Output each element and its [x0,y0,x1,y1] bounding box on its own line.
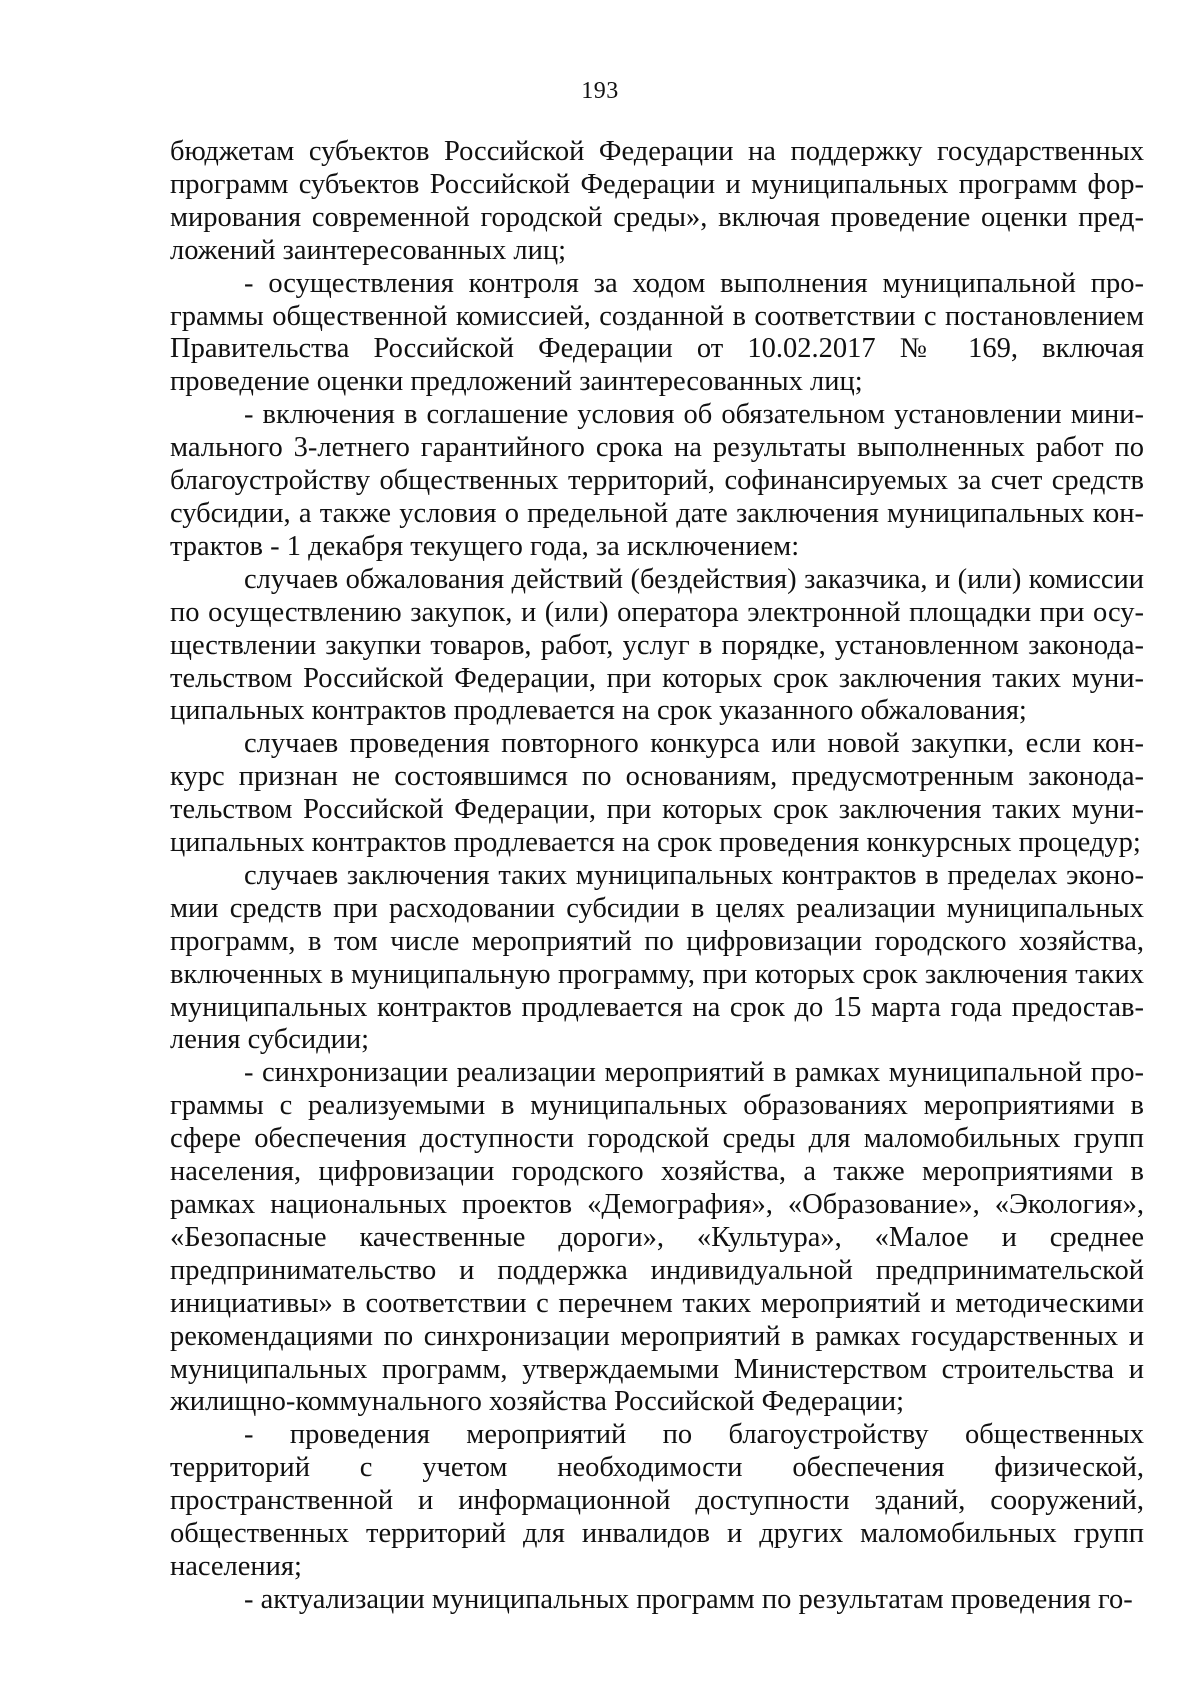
document-body [170,136,1144,1617]
paragraph: - актуализации муниципальных программ по результатам проведения го- [244,1583,1133,1615]
paragraph: случаев заключения таких муниципальных контрактов в пределах экономии средств при расходовании субсидии в целях реализации муниципальных программ, в том числе мероприятий по цифровизации городского хозяйства, включенных в муниципальную программу, при которых срок заключения таких муниципальных контрактов продлевается на срок до 15 марта года предоставления субсидии; [170,859,1144,1056]
page-number: 193 [581,78,619,104]
paragraph: случаев проведения повторного конкурса или новой закупки, если конкурс признан не состоявшимся по основаниям, предусмотренным законодательством Российской Федерации, при которых срок заключения таких муниципальных контрактов продлевается на срок проведения конкурсных процедур; [170,728,1144,859]
paragraph: - проведения мероприятий по благоустройству общественных территорий с учетом необходимости обеспечения физической, пространственной и информационной доступности зданий, сооружений, общественных территорий для инвалидов и других маломобильных групп населения; [170,1419,1144,1582]
paragraph: - включения в соглашение условия об обязательном установлении минимального 3-летнего гарантийного срока на результаты выполненных работ по благоустройству общественных территорий, софинансируемых за счет средств субсидии, а также условия о предельной дате заключения муниципальных контрактов - 1 декабря текущего года, за исключением: [170,399,1144,562]
paragraph: - синхронизации реализации мероприятий в рамках муниципальной программы с реализуемыми в муниципальных образованиях мероприятиями в сфере обеспечения доступности городской среды для маломобильных групп населения, цифровизации городского хозяйства, а также мероприятиями в рамках национальных проектов «Демография», «Образование», «Экология», «Безопасные качественные дороги», «Культура», «Малое и среднее предпринимательство и поддержка индивидуальной предпринимательской инициативы» в соответствии с перечнем таких мероприятий и методическими рекомендациями по синхронизации мероприятий в рамках государственных и муниципальных программ, утверждаемыми Министерством строительства и жилищно-коммунального хозяйства Российской Федерации; [170,1057,1144,1418]
paragraph: случаев обжалования действий (бездействия) заказчика, и (или) комиссии по осуществлению закупок, и (или) оператора электронной площадки при осуществлении закупки товаров, работ, услуг в порядке, установленном законодательством Российской Федерации, при которых срок заключения таких муниципальных контрактов продлевается на срок указанного обжалования; [170,563,1144,727]
paragraph: бюджетам субъектов Российской Федерации на поддержку государственных программ субъектов Российской Федерации и муниципальных программ формирования современной городской среды», включая проведение оценки предложений заинтересованных лиц; [170,136,1144,266]
paragraph: - осуществления контроля за ходом выполнения муниципальной программы общественной комиссией, созданной в соответствии с постановлением Правительства Российской Федерации от 10.02.2017 № 169, включая проведение оценки предложений заинтересованных лиц; [170,267,1144,398]
